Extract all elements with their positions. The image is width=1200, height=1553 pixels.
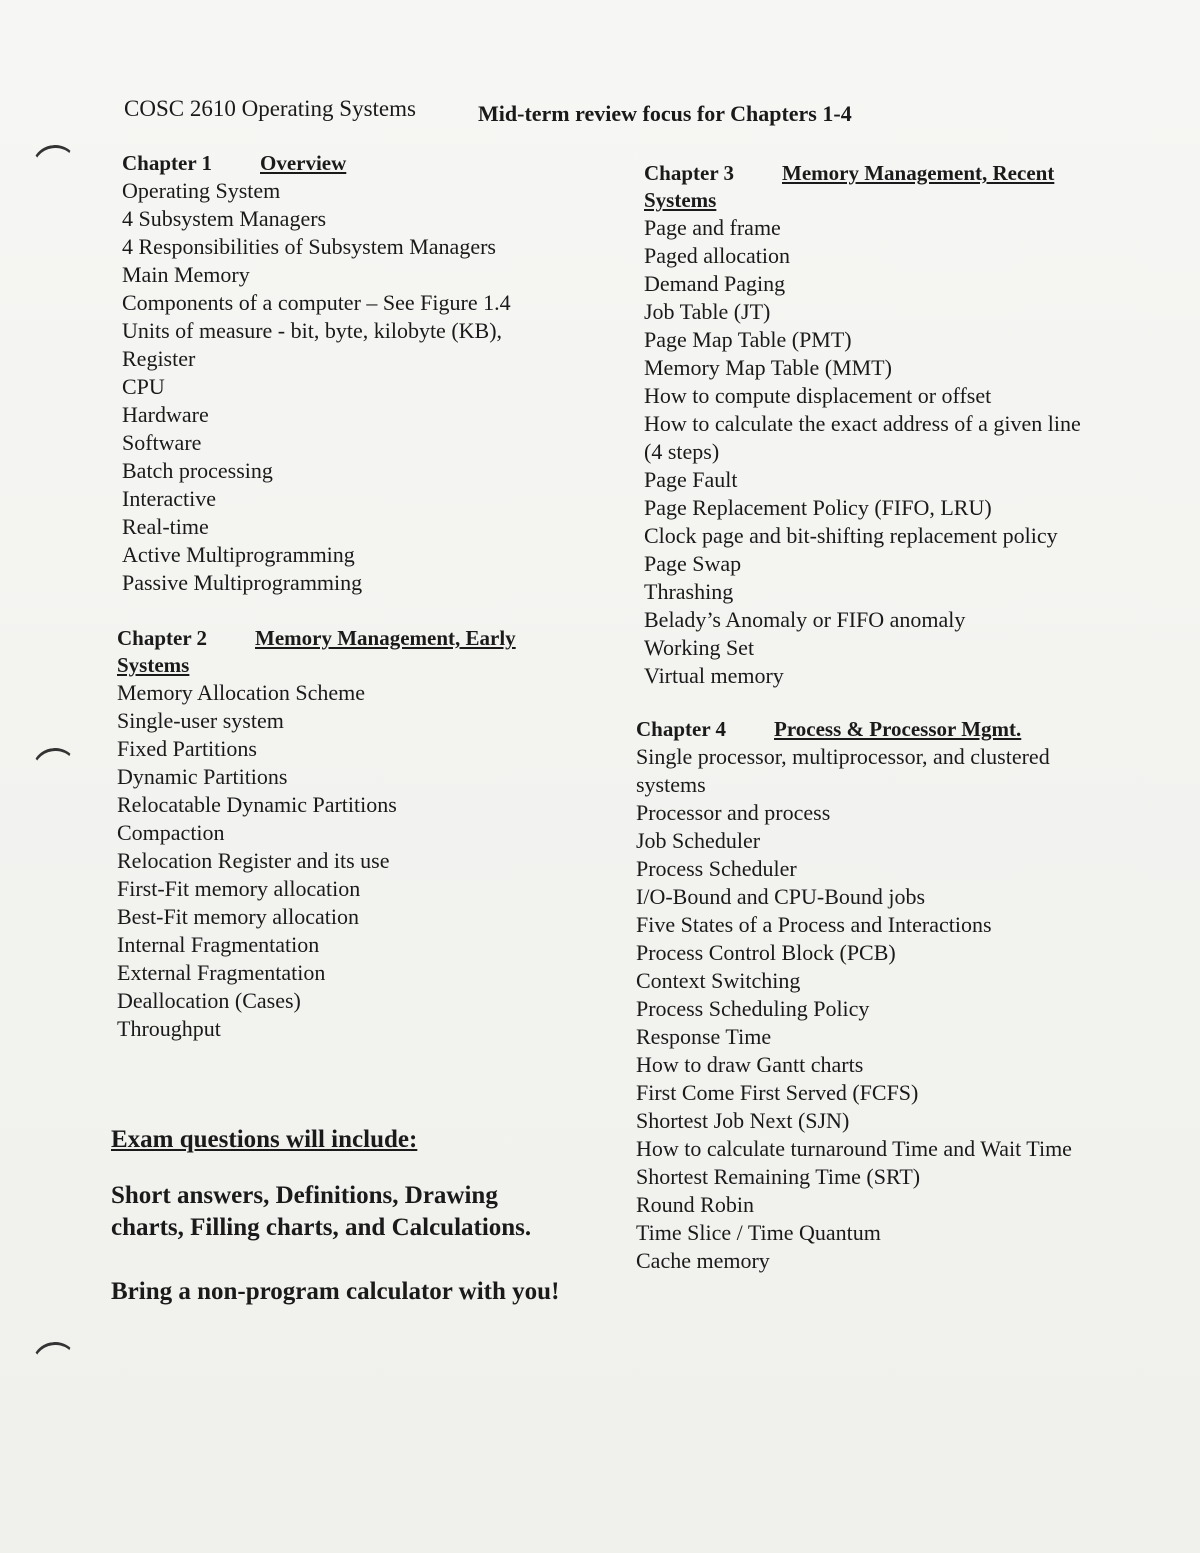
topic-item: Single processor, multiprocessor, and clustered systems: [636, 744, 1050, 797]
topic-item: Operating System: [122, 178, 281, 203]
punch-hole-mark: [29, 142, 81, 193]
chapter-1-heading: [122, 150, 562, 177]
topic-item: Time Slice / Time Quantum: [636, 1220, 881, 1245]
chapter-label: Chapter 2: [117, 626, 208, 650]
topic-item: 4 Subsystem Managers: [122, 206, 327, 231]
topic-item: Belady’s Anomaly or FIFO anomaly: [644, 607, 966, 632]
topic-item: Compaction: [117, 820, 225, 845]
topic-item: Single-user system: [117, 708, 284, 733]
punch-hole-mark: [29, 745, 81, 796]
topic-item: Thrashing: [644, 579, 734, 604]
topic-item: Cache memory: [636, 1248, 770, 1273]
topic-item: Hardware: [122, 402, 209, 427]
chapter-label: Chapter 1: [122, 151, 213, 175]
topic-item: Page Map Table (PMT): [644, 327, 852, 352]
topic-item: Clock page and bit-shifting replacement policy: [644, 523, 1058, 548]
topic-item: First-Fit memory allocation: [117, 876, 361, 901]
topic-item: 4 Responsibilities of Subsystem Managers: [122, 234, 496, 259]
chapter-label: Chapter 3: [644, 161, 735, 185]
topic-item: Paged allocation: [644, 243, 791, 268]
exam-question-types: Short answers, Definitions, Drawing charts, Filling charts, and Calculations.: [111, 1182, 532, 1241]
topic-item: Memory Map Table (MMT): [644, 355, 892, 380]
topic-item: How to draw Gantt charts: [636, 1052, 864, 1077]
topic-item: Shortest Job Next (SJN): [636, 1108, 850, 1133]
chapter-title: Overview: [260, 151, 347, 175]
chapter-2-section: [117, 625, 567, 1043]
topic-item: Five States of a Process and Interactions: [636, 912, 992, 937]
chapter-1-section: [122, 150, 562, 597]
topic-item: Fixed Partitions: [117, 736, 257, 761]
topic-item: Response Time: [636, 1024, 772, 1049]
topic-item: Interactive: [122, 486, 217, 511]
topic-item: Round Robin: [636, 1192, 754, 1217]
chapter-4-heading: [636, 716, 1106, 743]
punch-hole-mark: [29, 1339, 81, 1390]
topic-item: CPU: [122, 374, 165, 399]
topic-item: Main Memory: [122, 262, 250, 287]
topic-item: Active Multiprogramming: [122, 542, 355, 567]
topic-item: Page Replacement Policy (FIFO, LRU): [644, 495, 992, 520]
chapter-1-topic-list: [122, 177, 562, 597]
chapter-title: Memory Management, Recent Systems: [644, 161, 1055, 212]
topic-item: Deallocation (Cases): [117, 988, 301, 1013]
topic-item: Batch processing: [122, 458, 273, 483]
topic-item: Page Swap: [644, 551, 742, 576]
topic-item: Context Switching: [636, 968, 801, 993]
topic-item: Processor and process: [636, 800, 831, 825]
topic-item: Units of measure - bit, byte, kilobyte (KB),: [122, 318, 503, 343]
topic-item: Internal Fragmentation: [117, 932, 320, 957]
topic-item: Job Scheduler: [636, 828, 761, 853]
topic-item: Process Scheduler: [636, 856, 797, 881]
course-title: COSC 2610 Operating Systems: [124, 96, 416, 121]
topic-item: How to calculate turnaround Time and Wait Time: [636, 1136, 1072, 1161]
chapter-3-section: [644, 160, 1104, 690]
chapter-3-topic-list: [644, 214, 1104, 690]
topic-item: First Come First Served (FCFS): [636, 1080, 919, 1105]
topic-item: Page Fault: [644, 467, 738, 492]
chapter-4-topic-list: [636, 743, 1106, 1275]
topic-item: Relocation Register and its use: [117, 848, 390, 873]
topic-item: Register: [122, 346, 196, 371]
topic-item: Best-Fit memory allocation: [117, 904, 359, 929]
topic-item: How to compute displacement or offset: [644, 383, 992, 408]
topic-item: Process Control Block (PCB): [636, 940, 896, 965]
exam-info: [111, 1124, 571, 1308]
topic-item: Page and frame: [644, 215, 781, 240]
topic-item: Throughput: [117, 1016, 221, 1041]
topic-item: Process Scheduling Policy: [636, 996, 870, 1021]
exam-heading: Exam questions will include:: [111, 1126, 418, 1153]
chapter-title: Memory Management, Early Systems: [117, 626, 516, 677]
topic-item: Software: [122, 430, 202, 455]
topic-item: Dynamic Partitions: [117, 764, 288, 789]
topic-item: Real-time: [122, 514, 209, 539]
topic-item: I/O-Bound and CPU-Bound jobs: [636, 884, 926, 909]
topic-item: Memory Allocation Scheme: [117, 680, 366, 705]
chapter-label: Chapter 4: [636, 717, 727, 741]
chapter-title: Process & Processor Mgmt.: [774, 717, 1022, 741]
calculator-note: Bring a non-program calculator with you!: [111, 1278, 560, 1305]
topic-item: External Fragmentation: [117, 960, 326, 985]
document-title: Mid-term review focus for Chapters 1-4: [478, 101, 852, 126]
topic-item: Job Table (JT): [644, 299, 771, 324]
chapter-4-section: [636, 716, 1106, 1275]
topic-item: How to calculate the exact address of a given line (4 steps): [644, 411, 1081, 464]
topic-item: Relocatable Dynamic Partitions: [117, 792, 397, 817]
chapter-2-heading: [117, 625, 567, 679]
topic-item: Demand Paging: [644, 271, 786, 296]
chapter-3-heading: [644, 160, 1104, 214]
chapter-2-topic-list: [117, 679, 567, 1043]
topic-item: Working Set: [644, 635, 755, 660]
topic-item: Components of a computer – See Figure 1.4: [122, 290, 511, 315]
topic-item: Shortest Remaining Time (SRT): [636, 1164, 921, 1189]
topic-item: Virtual memory: [644, 663, 784, 688]
topic-item: Passive Multiprogramming: [122, 570, 363, 595]
